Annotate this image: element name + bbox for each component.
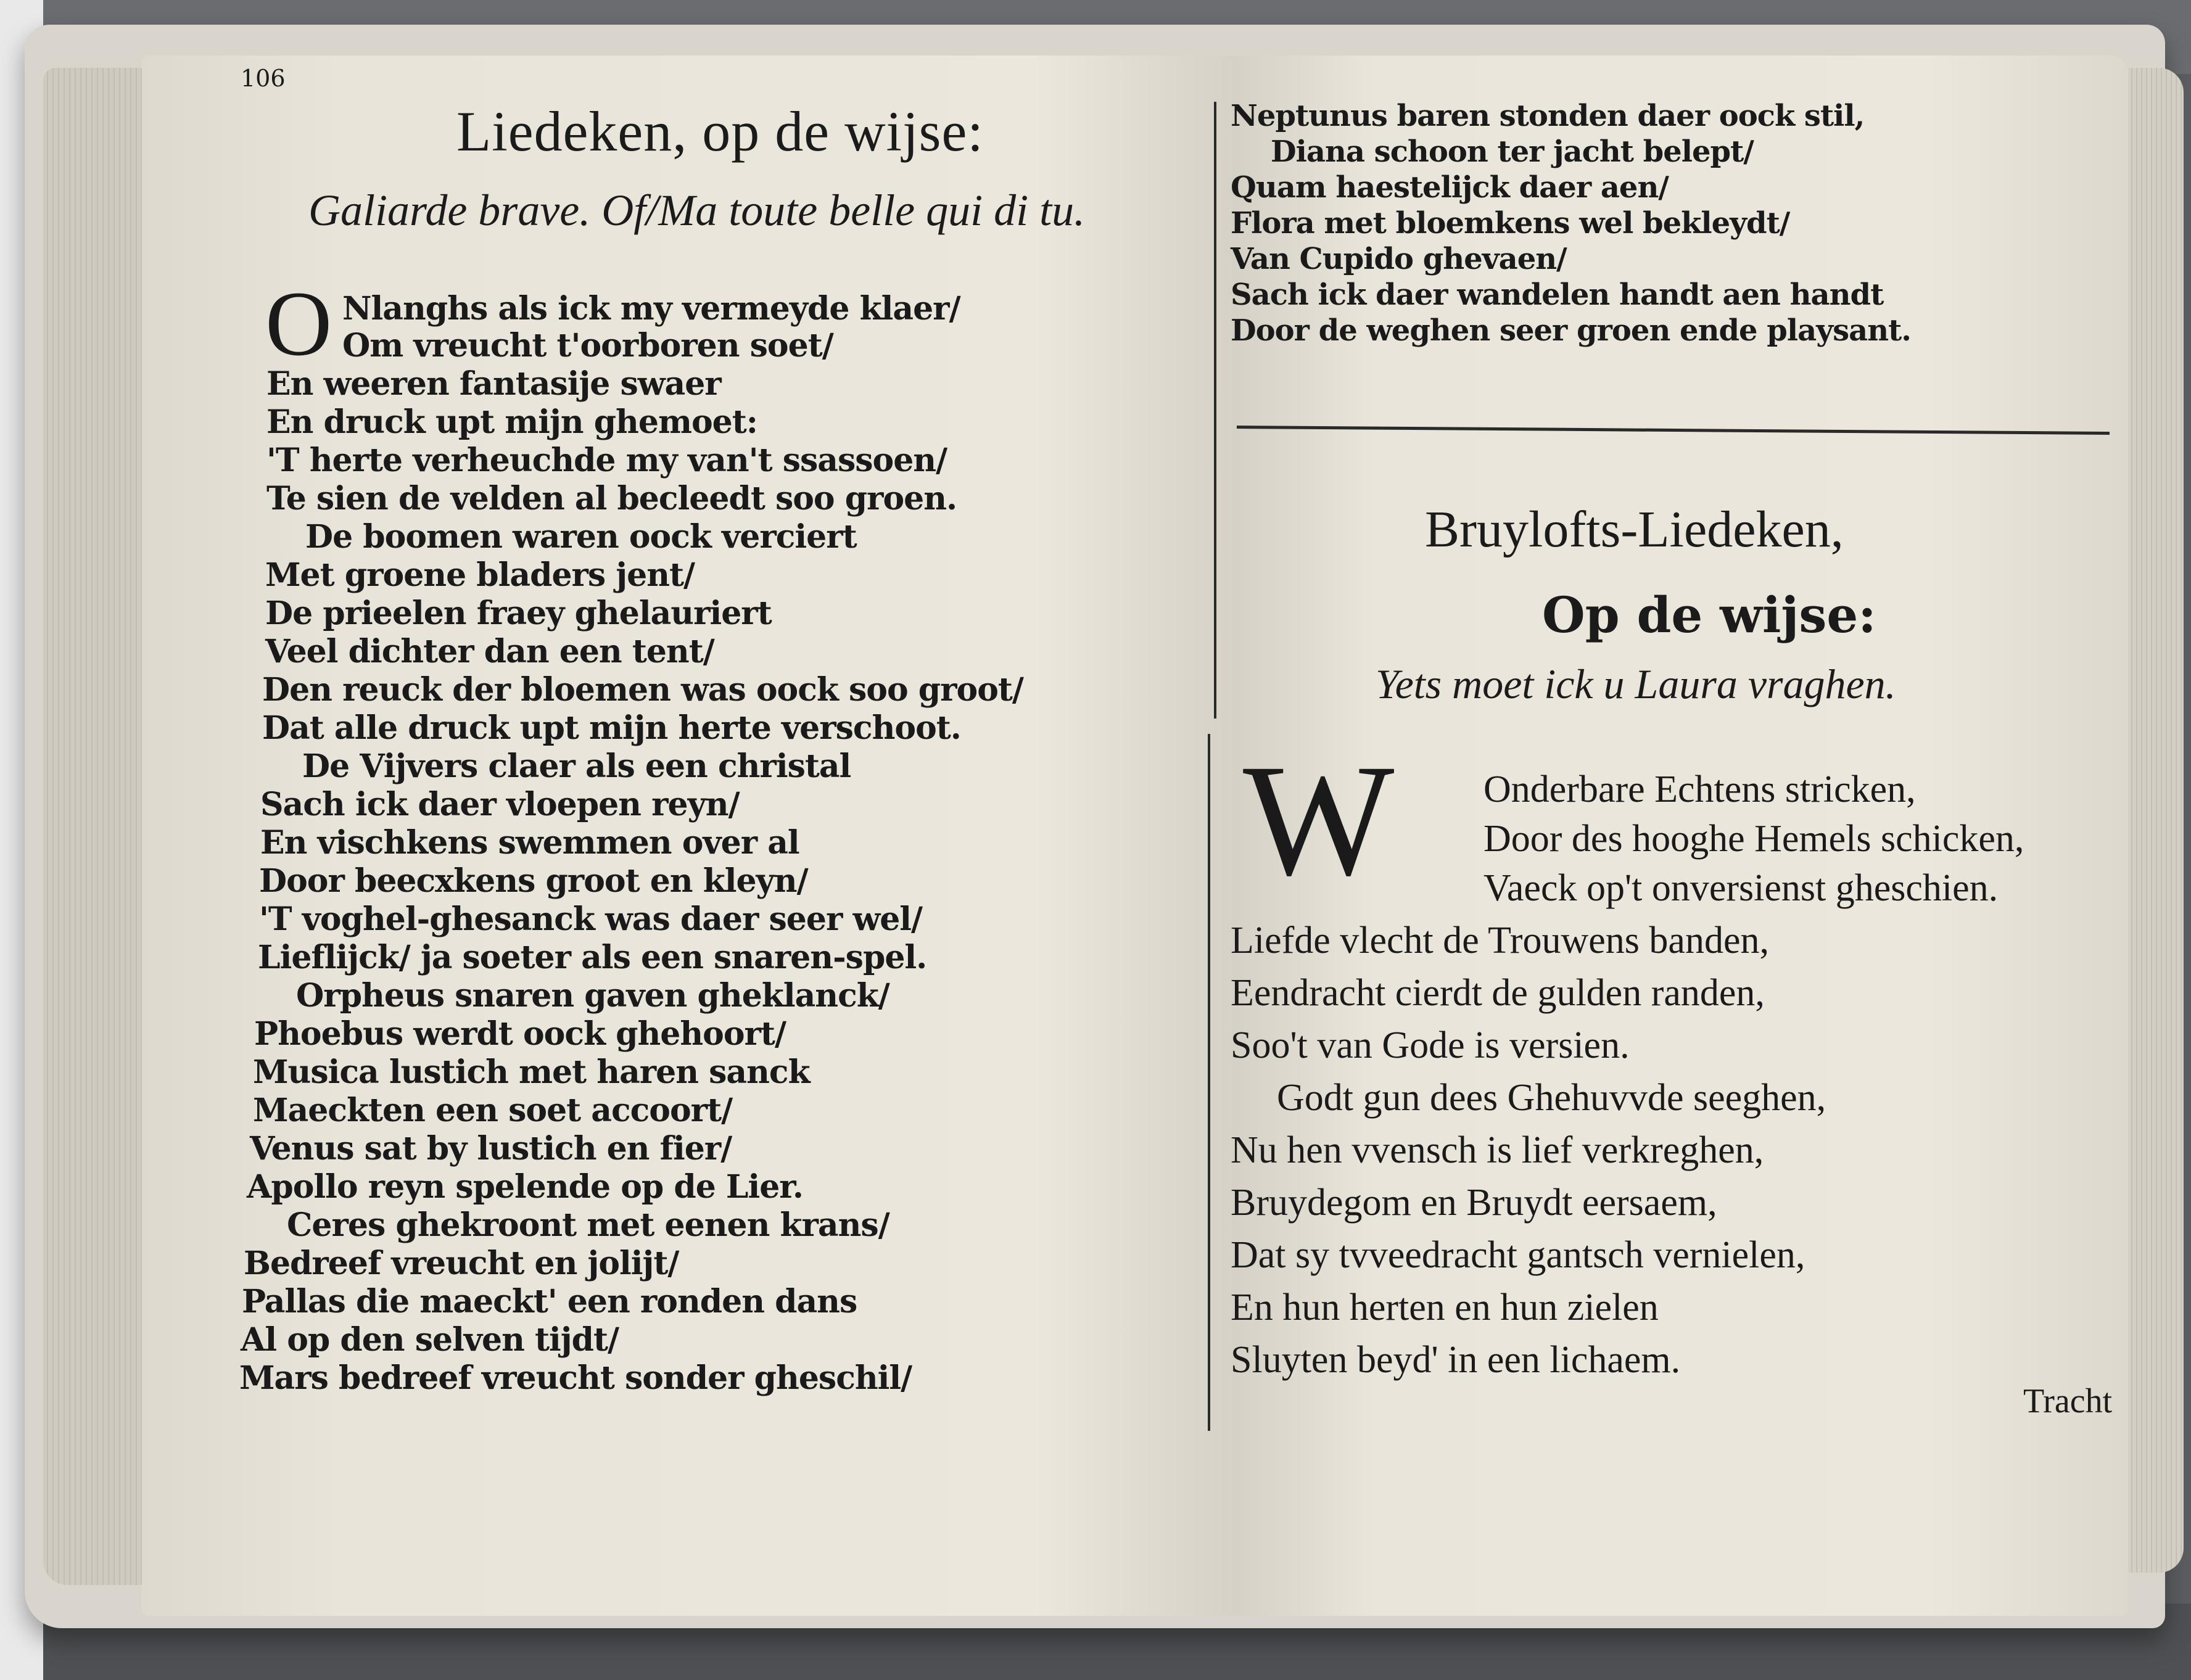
left-subtitle: Galiarde brave. Of/Ma toute belle qui di tu. — [308, 186, 1086, 235]
verse-line: Diana schoon ter jacht belept/ — [1271, 134, 1754, 169]
verse-line: Om vreucht t'oorboren soet/ — [342, 327, 833, 364]
right-subtitle: Op de wijse: — [1542, 586, 1876, 644]
column-rule-bottom — [1208, 734, 1210, 1431]
verse-line: Te sien de velden al becleedt soo groen. — [266, 480, 957, 517]
verse-line: En druck upt mijn ghemoet: — [266, 403, 757, 441]
verse-line: Phoebus werdt oock ghehoort/ — [254, 1015, 786, 1053]
verse-line: Apollo reyn spelende op de Lier. — [247, 1168, 804, 1206]
page-number: 106 — [241, 65, 286, 92]
verse-line: Bruydegom en Bruydt eersaem, — [1231, 1182, 1717, 1224]
catchword: Tracht — [2023, 1382, 2113, 1420]
verse-line: Lieflijck/ ja soeter als een snaren-spel. — [258, 939, 927, 976]
verse-line: Mars bedreef vreucht sonder gheschil/ — [239, 1359, 912, 1397]
verse-line: Vaeck op't onversienst gheschien. — [1483, 867, 1999, 909]
verse-line: Quam haestelijck daer aen/ — [1231, 170, 1669, 205]
verse-line: Van Cupido ghevaen/ — [1231, 242, 1567, 276]
verse-line: En hun herten en hun zielen — [1231, 1287, 1659, 1328]
verse-line: Ceres ghekroont met eenen krans/ — [287, 1206, 889, 1244]
verse-line: 'T voghel-ghesanck was daer seer wel/ — [259, 900, 923, 938]
verse-line: Liefde vlecht de Trouwens banden, — [1231, 920, 1769, 961]
verse-line: Den reuck der bloemen was oock soo groot/ — [262, 671, 1023, 709]
verse-line: De Vijvers claer als een christal — [302, 747, 851, 785]
verse-line: En weeren fantasije swaer — [266, 365, 721, 403]
right-tune: Yets moet ick u Laura vraghen. — [1376, 661, 1896, 707]
verse-line: Door beecxkens groot en kleyn/ — [259, 862, 808, 900]
verse-line: Sach ick daer wandelen handt aen handt — [1231, 278, 1884, 312]
verse-line: Flora met bloemkens wel bekleydt/ — [1231, 206, 1790, 241]
verse-line: Orpheus snaren gaven gheklanck/ — [296, 977, 889, 1015]
verse-line: Pallas die maeckt' een ronden dans — [242, 1283, 857, 1320]
verse-line: De prieelen fraey ghelauriert — [265, 595, 772, 632]
verse-line: Door de weghen seer groen ende playsant. — [1231, 313, 1911, 348]
verse-line: En vischkens swemmen over al — [260, 824, 799, 862]
left-title: Liedeken, op de wijse: — [456, 100, 984, 163]
right-dropcap: W — [1243, 731, 1395, 909]
column-rule-top — [1214, 102, 1216, 719]
verse-line: Veel dichter dan een tent/ — [265, 633, 714, 670]
verse-line: Onderbare Echtens stricken, — [1483, 768, 1916, 810]
verse-line: Venus sat by lustich en fier/ — [250, 1130, 732, 1167]
verse-line: Dat sy tvveedracht gantsch vernielen, — [1231, 1234, 1805, 1276]
page-edges-right — [2128, 68, 2184, 1573]
verse-line: Eendracht cierdt de gulden randen, — [1231, 972, 1765, 1014]
verse-line: 'T herte verheuchde my van't ssassoen/ — [266, 442, 947, 479]
verse-line: Maeckten een soet accoort/ — [253, 1092, 733, 1129]
verse-line: Neptunus baren stonden daer oock stil, — [1231, 99, 1865, 133]
verse-line: Met groene bladers jent/ — [265, 556, 695, 594]
verse-line: Nlanghs als ick my vermeyde klaer/ — [342, 290, 960, 327]
verse-line: Door des hooghe Hemels schicken, — [1483, 818, 2024, 860]
verse-line: Nu hen vvensch is lief verkreghen, — [1231, 1129, 1764, 1171]
page-edges-left — [43, 68, 154, 1585]
verse-line: Sach ick daer vloepen reyn/ — [260, 786, 740, 823]
verse-line: Musica lustich met haren sanck — [253, 1053, 810, 1091]
verse-line: Bedreef vreucht en jolijt/ — [244, 1245, 679, 1282]
verse-line: De boomen waren oock verciert — [305, 518, 857, 556]
verse-line: Godt gun dees Ghehuvvde seeghen, — [1277, 1077, 1826, 1119]
verse-line: Dat alle druck upt mijn herte verschoot. — [262, 709, 961, 747]
right-title: Bruylofts-Liedeken, — [1425, 501, 1844, 558]
verse-line: Soo't van Gode is versien. — [1231, 1024, 1630, 1066]
left-dropcap: O — [265, 273, 332, 375]
verse-line: Al op den selven tijdt/ — [241, 1321, 619, 1359]
verse-line: Sluyten beyd' in een lichaem. — [1231, 1339, 1681, 1381]
